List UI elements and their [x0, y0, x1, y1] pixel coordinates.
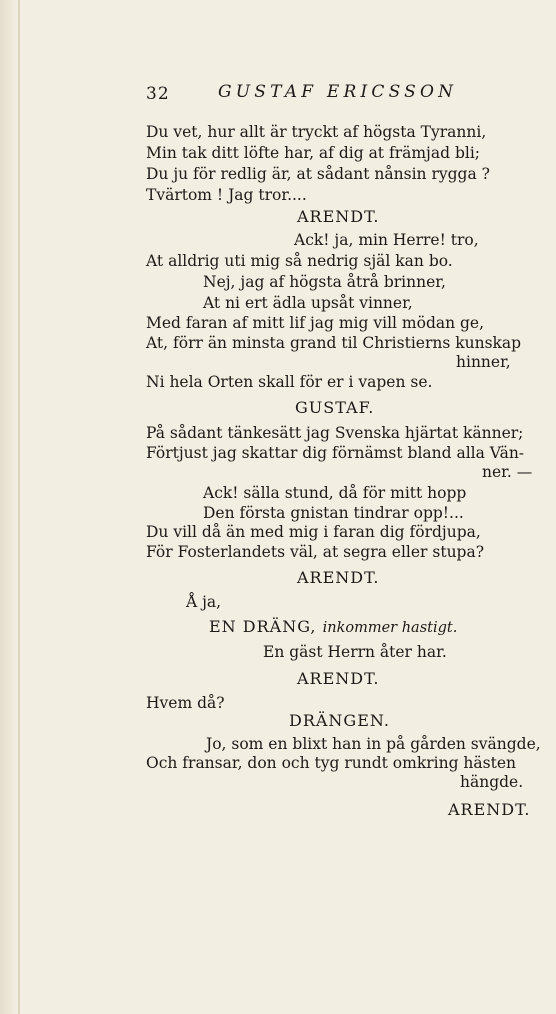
- verse-line: På sådant tänkesätt jag Svenska hjärtat känner;: [146, 424, 524, 442]
- verse-line: Den första gnistan tindrar opp!...: [203, 504, 464, 522]
- verse-line: Min tak ditt löfte har, af dig at främjad bli;: [146, 144, 480, 162]
- verse-line: För Fosterlandets väl, at segra eller stupa?: [146, 543, 485, 561]
- verse-line: Nej, jag af högsta åtrå brinner,: [203, 273, 446, 291]
- verse-line: Med faran af mitt lif jag mig vill mödan ge,: [146, 314, 485, 332]
- verse-line: At alldrig uti mig så nedrig själ kan bo.: [146, 252, 453, 270]
- speaker-heading: GUSTAF.: [295, 398, 375, 417]
- verse-line: Ack! sälla stund, då för mitt hopp: [203, 484, 467, 502]
- verse-line: hängde.: [460, 773, 524, 791]
- verse-line: Tvärtom ! Jag tror....: [146, 186, 307, 204]
- speaker-heading: DRÄNGEN.: [289, 711, 390, 730]
- verse-line: Hvem då?: [146, 694, 225, 712]
- verse-line: Ack! ja, min Herre! tro,: [294, 231, 479, 249]
- verse-line: Å ja,: [186, 593, 222, 611]
- page-edge-shadow: [18, 0, 20, 1014]
- running-head: GUSTAF ERICSSON: [218, 82, 458, 102]
- page-edge: [0, 0, 18, 1014]
- page-number: 32: [146, 84, 170, 104]
- page-header: [146, 84, 526, 108]
- verse-line: ner. —: [482, 463, 533, 481]
- verse-line: Ni hela Orten skall för er i vapen se.: [146, 373, 433, 391]
- speaker-heading: ARENDT.: [297, 207, 380, 226]
- verse-line: En gäst Herrn åter har.: [263, 643, 447, 661]
- verse-line: Du ju för redlig är, at sådant nånsin rygga ?: [146, 165, 490, 183]
- speaker-name: EN DRÄNG,: [209, 617, 317, 636]
- speaker-heading: ARENDT.: [297, 669, 380, 688]
- verse-line: Du vill då än med mig i faran dig fördjupa,: [146, 523, 481, 541]
- verse-line: At ni ert ädla upsåt vinner,: [203, 294, 413, 312]
- stage-direction: inkommer hastigt.: [322, 620, 458, 636]
- verse-line: Förtjust jag skattar dig förnämst bland alla Vän-: [146, 444, 525, 462]
- verse-line: At, förr än minsta grand til Christierns kunskap: [146, 334, 522, 352]
- speaker-heading: [209, 617, 457, 638]
- speaker-heading: ARENDT.: [448, 800, 531, 819]
- verse-line: Jo, som en blixt han in på gården svängde,: [206, 735, 541, 753]
- verse-line: hinner,: [456, 353, 511, 371]
- speaker-heading: ARENDT.: [297, 568, 380, 587]
- verse-line: Och fransar, don och tyg rundt omkring hästen: [146, 754, 516, 772]
- verse-line: Du vet, hur allt är tryckt af högsta Tyranni,: [146, 123, 487, 141]
